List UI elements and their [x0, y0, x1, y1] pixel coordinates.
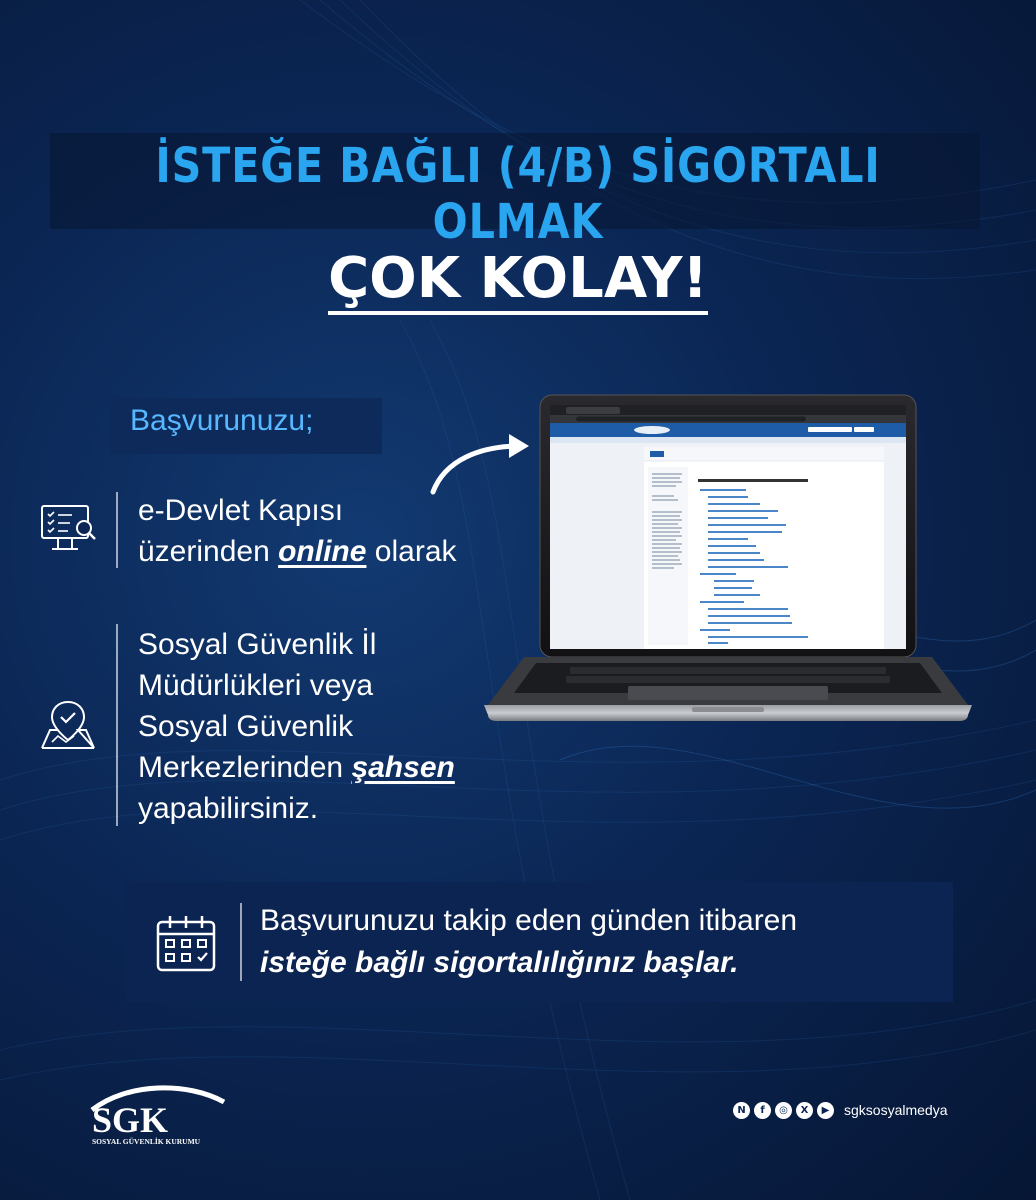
divider: [240, 903, 242, 981]
svg-text:SOSYAL GÜVENLİK KURUMU: SOSYAL GÜVENLİK KURUMU: [92, 1137, 201, 1146]
option-in-person-text: Sosyal Güvenlik İl Müdürlükleri veya Sosyal Güvenlik Merkezlerinden şahsen yapabilirsiniz.: [138, 628, 455, 825]
notice-text: Başvurunuzu takip eden günden itibaren isteğe bağlı sigortalılığınız başlar.: [260, 904, 798, 979]
page-title: İSTEĞE BAĞLI (4/B) SİGORTALI OLMAK: [155, 138, 881, 250]
social-handle[interactable]: sgksosyalmedya: [844, 1102, 948, 1118]
apply-label: Başvurunuzu;: [130, 404, 314, 437]
divider: [116, 492, 118, 568]
option-online-text: e-Devlet Kapısı üzerinden online olarak: [138, 494, 457, 568]
online-checklist-monitor-icon: [40, 504, 98, 554]
calendar-icon: [154, 914, 218, 974]
divider: [116, 624, 118, 826]
location-map-pin-icon: [38, 698, 98, 752]
page-subtitle: ÇOK KOLAY!: [0, 246, 1036, 311]
facebook-icon[interactable]: f: [754, 1102, 771, 1119]
youtube-icon[interactable]: ▶: [817, 1102, 834, 1119]
sgk-logo: [88, 1080, 228, 1150]
instagram-icon[interactable]: ◎: [775, 1102, 792, 1119]
nsosyal-icon[interactable]: N: [733, 1102, 750, 1119]
social-links: [733, 1099, 948, 1121]
laptop-mockup: [484, 393, 972, 723]
x-icon[interactable]: X: [796, 1102, 813, 1119]
svg-text:SGK: SGK: [92, 1100, 169, 1140]
